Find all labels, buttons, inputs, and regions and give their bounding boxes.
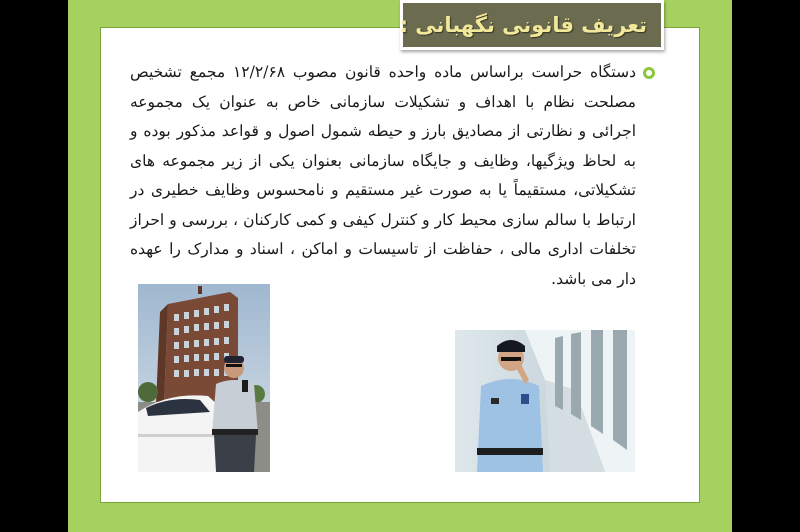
slide-body-text: دستگاه حراست براساس ماده واحده قانون مصوب ۱۲/۲/۶۸ مجمع تشخیص مصلحت نظام با اهداف و تشکیلات سازمانی خاص به عنوان یک مجموعه اجرائی و نظارتی از مصادیق بارز و حیطه شمول اصول و قواعد مذکور بوده و به لحاظ ویژگیها، وظایف و جایگاه سازمانی بعنوان یکی از زیر مجموعه های تشکیلاتی، مستقیماً یا به صورت غیر مستقیم و نامحسوس وظایف خطیری در ارتباط با سالم سازی محیط کار و کنترل کیفی و کمی کارکنان ، بررسی و احراز تخلفات اداری مالی ، حفاظت از تاسیسات و اماکن ، اسناد و مدارک را عهده دار می باشد.: [130, 63, 636, 288]
guard-with-car-photo: [138, 284, 270, 472]
guard-in-corridor-photo: [455, 330, 635, 472]
slide-title: تعریف قانونی نگهبانی :: [399, 13, 647, 37]
circle-bullet-icon: [643, 67, 655, 79]
title-box: [400, 0, 664, 50]
